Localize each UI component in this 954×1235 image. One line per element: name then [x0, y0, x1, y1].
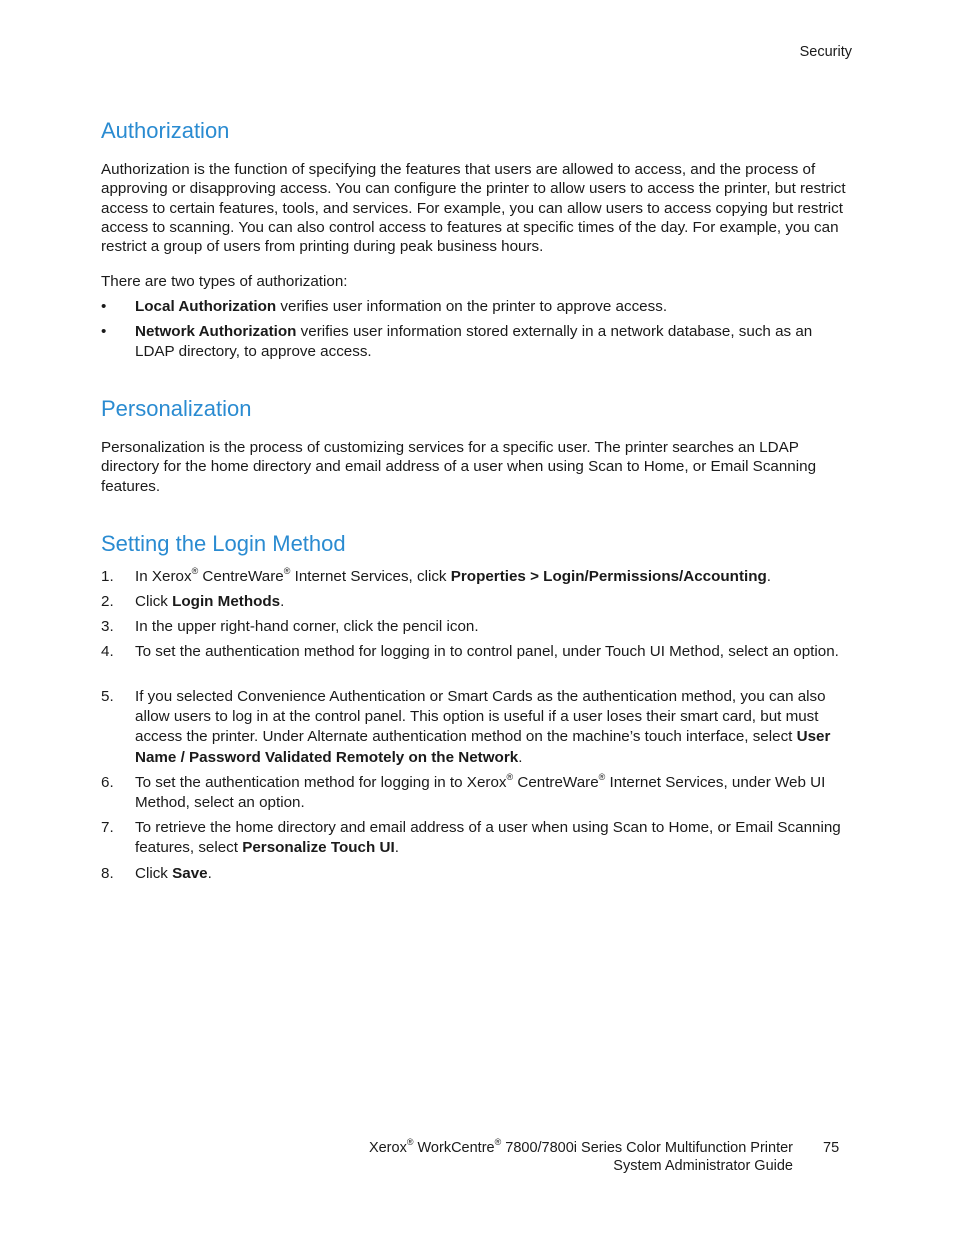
- login-method-heading: Setting the Login Method: [101, 531, 346, 556]
- step-1: 1. In Xerox® CentreWare® Internet Services, click Properties > Login/Permissions/Accounting.: [101, 566, 772, 585]
- term-local-authorization: Local Authorization: [135, 298, 277, 315]
- authorization-paragraph: Authorization is the function of specifying the features that users are allowed to access, and the process of approving or disapproving access. You can configure the printer to allow users to access the printer, but restrict access to certain features, tools, and services. For example, you can allow users to access copying but restrict access to scanning. You can also control access to features at specific times of the day. For example, you can restrict a group of users from printing during peak business hours.: [101, 161, 846, 256]
- running-header: Security: [799, 44, 852, 60]
- step-6: 6. To set the authentication method for logging in to Xerox® CentreWare® Internet Services, under Web UI Method, select an option.: [101, 772, 826, 812]
- personalization-heading: Personalization: [101, 396, 252, 421]
- bullet-mark: •: [101, 298, 107, 315]
- bullet-local-authorization: • Local Authorization verifies user information on the printer to approve access.: [101, 297, 853, 317]
- bullet-mark: •: [101, 323, 107, 340]
- page-footer: [368, 1137, 793, 1175]
- authorization-intro: There are two types of authorization:: [101, 273, 348, 290]
- footer-guide: System Administrator Guide: [613, 1157, 793, 1174]
- step-4: 4. To set the authentication method for logging in to control panel, under Touch UI Method, select an option.: [101, 643, 839, 660]
- page-number: 75: [823, 1140, 840, 1156]
- step-7: 7. To retrieve the home directory and email address of a user when using Scan to Home, or Email Scanning features, select Personalize Touch UI.: [101, 819, 841, 857]
- footer-product: Xerox® WorkCentre® 7800/7800i Series Color Multifunction Printer: [368, 1137, 793, 1156]
- personalization-paragraph: Personalization is the process of customizing services for a specific user. The printer searches an LDAP directory for the home directory and email address of a user when using Scan to Home, or Email Scanning features.: [101, 439, 817, 495]
- step-5: 5. If you selected Convenience Authentication or Smart Cards as the authentication method, you can also allow users to log in at the control panel. This option is useful if a user loses their smart card, but must access the printer. Under Alternate authentication method on the machine’s touch interface, select User Name / Password Validated Remotely on the Network.: [101, 688, 831, 766]
- term-network-authorization: Network Authorization: [135, 323, 297, 340]
- step-3: 3. In the upper right-hand corner, click the pencil icon.: [101, 618, 479, 635]
- authorization-heading: Authorization: [101, 118, 230, 143]
- step-8: 8. Click Save.: [101, 865, 212, 882]
- bullet-network-authorization: • Network Authorization verifies user information stored externally in a network database, such as an LDAP directory, to approve access.: [101, 323, 813, 361]
- step-2: 2. Click Login Methods.: [101, 593, 285, 610]
